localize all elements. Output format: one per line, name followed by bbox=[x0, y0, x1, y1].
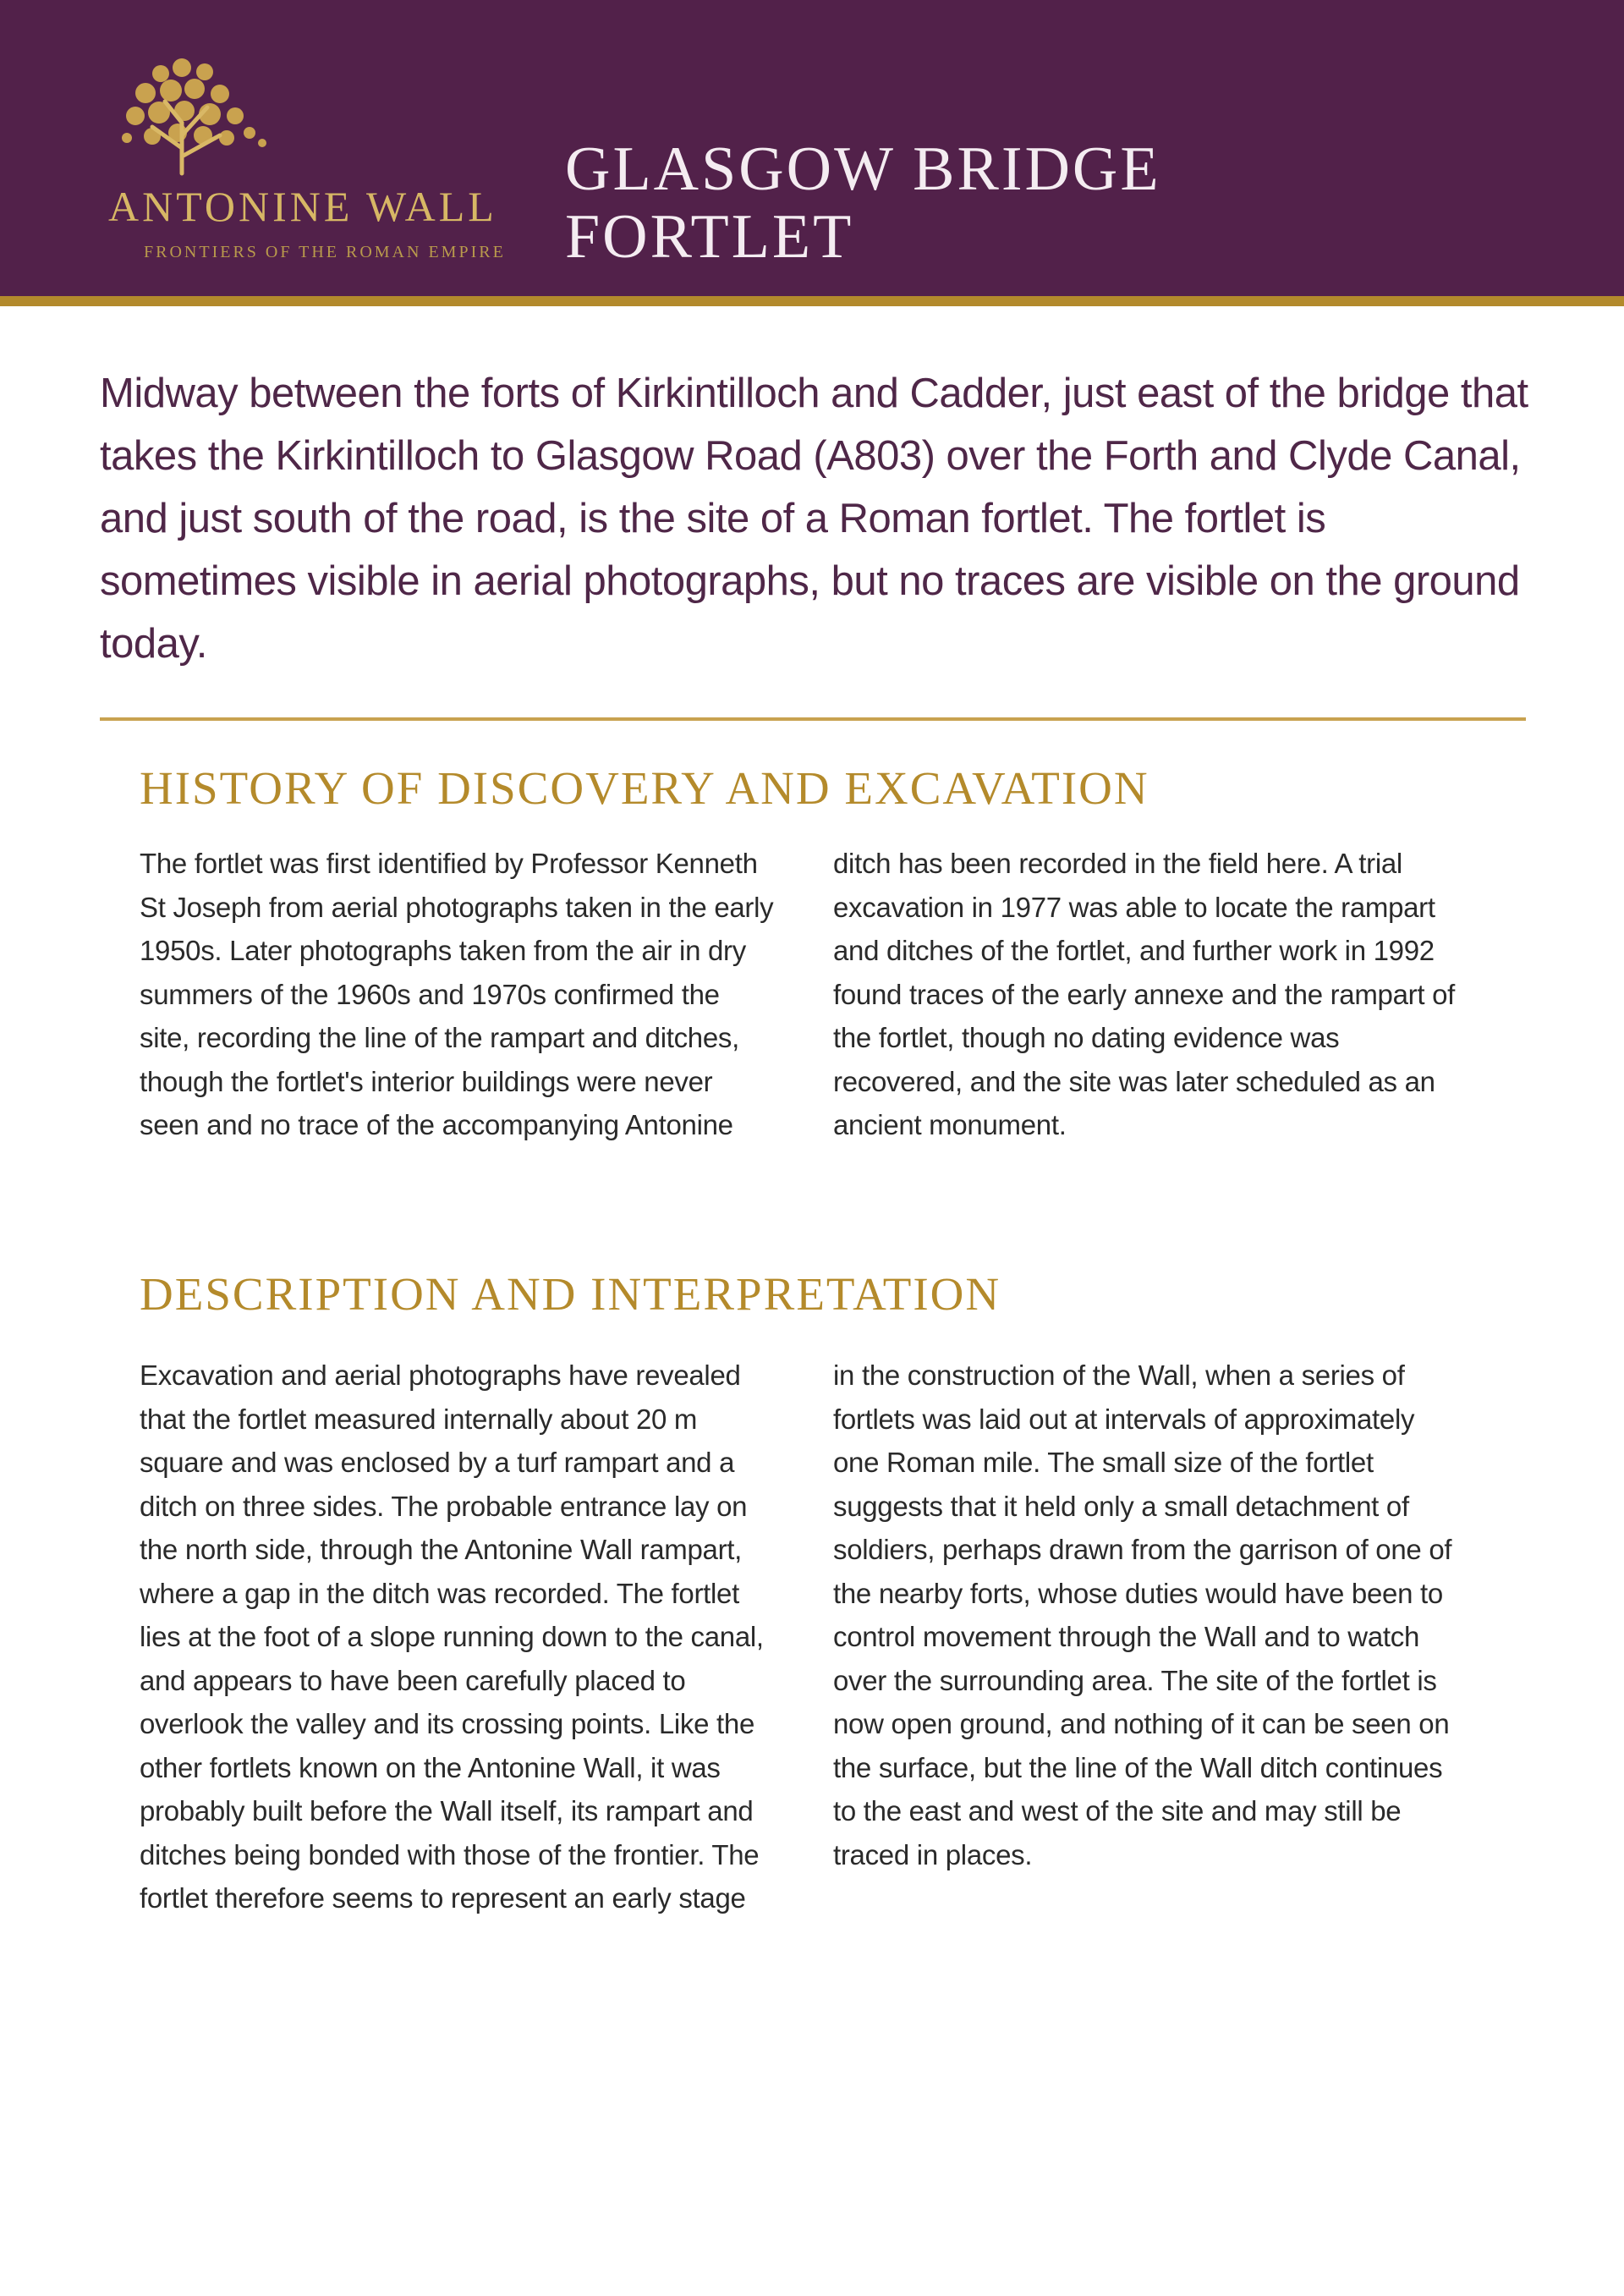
section-divider bbox=[100, 717, 1526, 721]
history-text: The fortlet was first identified by Professor Kenneth St Joseph from aerial photographs taken in the early 1950s. Later photographs taken from the air in dry summers of the 1960s and 1970s confirmed the site, recording the line of the rampart and ditches, though the fortlet's interior buildings were never seen and no trace of the accompanying Antonine ditch has been recorded in the field here. A trial excavation in 1977 was able to locate the rampart and ditches of the fortlet, and further work in 1992 found traces of the early annexe and the rampart of the fortlet, though no dating evidence was recovered, and the site was later scheduled as an ancient monument. bbox=[140, 848, 1455, 1140]
history-heading: HISTORY OF DISCOVERY AND EXCAVATION bbox=[140, 762, 1149, 814]
intro-paragraph: Midway between the forts of Kirkintilloch and Cadder, just east of the bridge that takes the Kirkintilloch to Glasgow Road (A803) over the Forth and Clyde Canal, and just south of the road, is the site of a Roman fortlet. The fortlet is sometimes visible in aerial photographs, but no traces are visible on the ground today. bbox=[100, 371, 1528, 667]
header-gold-rule bbox=[0, 296, 1624, 306]
brand-name: ANTONINE WALL bbox=[108, 183, 497, 230]
description-body bbox=[140, 1354, 1468, 2183]
page-title bbox=[565, 135, 1538, 271]
page-title-line-1: GLASGOW BRIDGE bbox=[565, 135, 1161, 204]
history-body bbox=[140, 842, 1468, 1197]
page-title-line-2: FORTLET bbox=[565, 202, 854, 272]
tree-emblem-icon bbox=[93, 55, 313, 182]
header-banner bbox=[0, 0, 1624, 296]
brand-tagline: FRONTIERS OF THE ROMAN EMPIRE bbox=[144, 243, 506, 261]
description-heading: DESCRIPTION AND INTERPRETATION bbox=[140, 1268, 1001, 1320]
description-text: Excavation and aerial photographs have revealed that the fortlet measured internally about 20 m square and was enclosed by a turf rampart and a ditch on three sides. The probable entrance lay on the north side, through the Antonine Wall rampart, where a gap in the ditch was recorded. The fortlet lies at the foot of a slope running down to the canal, and appears to have been carefully placed to overlook the valley and its crossing points. Like the other fortlets known on the Antonine Wall, it was probably built before the Wall itself, its rampart and ditches being bonded with those of the frontier. The fortlet therefore seems to represent an early stage in the construction of the Wall, when a series of fortlets was laid out at intervals of approximately one Roman mile. The small size of the fortlet suggests that it held only a small detachment of soldiers, perhaps drawn from the garrison of one of the nearby forts, whose duties would have been to control movement through the Wall and to watch over the surrounding area. The site of the fortlet is now open ground, and nothing of it can be seen on the surface, but the line of the Wall ditch continues to the east and west of the site and may still be traced in places. bbox=[140, 1359, 1452, 1914]
antonine-wall-logo bbox=[93, 55, 516, 275]
